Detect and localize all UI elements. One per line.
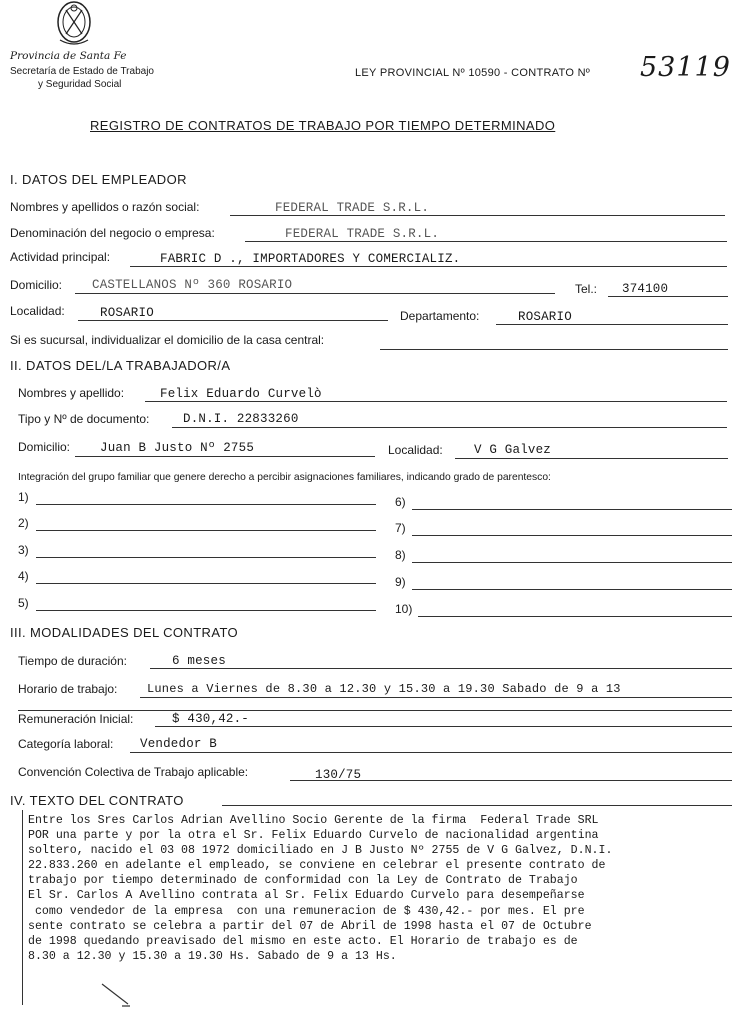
category-line (130, 752, 732, 753)
family-group-label: Integración del grupo familiar que genere derecho a percibir asignaciones familiares, indicando grado de parentesco: (18, 472, 551, 483)
employer-city-value: ROSARIO (100, 306, 154, 320)
department-line (496, 324, 728, 325)
agreement-value: 130/75 (315, 768, 362, 782)
text-section-heading: IV. TEXTO DEL CONTRATO (10, 793, 184, 808)
family-number: 5) (18, 596, 29, 610)
scribble-mark-icon (100, 980, 140, 1010)
contract-section-heading: III. MODALIDADES DEL CONTRATO (10, 625, 239, 640)
schedule-value: Lunes a Viernes de 8.30 a 12.30 y 15.30 a 19.30 Sabado de 9 a 13 (147, 682, 621, 696)
family-number: 3) (18, 543, 29, 557)
family-number: 1) (18, 490, 29, 504)
document-value: D.N.I. 22833260 (183, 412, 299, 426)
family-line (412, 589, 732, 590)
schedule-label: Horario de trabajo: (18, 682, 118, 696)
department-value: ROSARIO (518, 310, 572, 324)
family-line (412, 509, 732, 510)
family-number: 2) (18, 516, 29, 530)
family-number: 6) (395, 495, 406, 509)
family-line (36, 557, 376, 558)
family-number: 8) (395, 548, 406, 562)
worker-section-heading: II. DATOS DEL/LA TRABAJADOR/A (10, 358, 231, 373)
contract-text-line: soltero, nacido el 03 08 1972 domiciliado en J B Justo Nº 2755 de V G Galvez, D.N.I. (28, 844, 613, 858)
worker-city-label: Localidad: (388, 443, 443, 457)
province-name: Provincia de Santa Fe (10, 50, 127, 62)
family-line (412, 535, 732, 536)
document-label: Tipo y Nº de documento: (18, 412, 150, 426)
family-line (418, 616, 732, 617)
agreement-label: Convención Colectiva de Trabajo aplicable: (18, 765, 249, 779)
phone-value: 374100 (622, 282, 669, 296)
branch-address-label: Si es sucursal, individualizar el domicilio de la casa central: (10, 333, 325, 347)
contract-text-line: 8.30 a 12.30 y 15.30 a 19.30 Hs. Sabado de 9 a 13 Hs. (28, 949, 397, 963)
worker-city-line (455, 458, 728, 459)
family-number: 4) (18, 569, 29, 583)
contract-text-line: Entre los Sres Carlos Adrian Avellino Socio Gerente de la firma Federal Trade SRL (28, 814, 599, 827)
family-number: 10) (395, 602, 413, 616)
employer-city-label: Localidad: (10, 304, 65, 318)
employer-section-heading: I. DATOS DEL EMPLEADOR (10, 172, 187, 187)
contract-text-line: sente contrato se celebra a partir del 07 de Abril de 1998 hasta el 07 de Octubre (28, 919, 592, 933)
salary-value: $ 430,42.- (172, 712, 250, 726)
family-line (412, 562, 732, 563)
employer-address-line (75, 293, 555, 294)
page-title: REGISTRO DE CONTRATOS DE TRABAJO POR TIEMPO DETERMINADO (90, 118, 556, 133)
province-seal-icon (50, 0, 98, 50)
department-label: Departamento: (400, 309, 480, 323)
secretariat-name: Secretaría de Estado de Trabajo (10, 66, 154, 77)
family-line (36, 504, 376, 505)
worker-address-value: Juan B Justo Nº 2755 (100, 441, 255, 455)
contract-number: 53119 (640, 52, 731, 83)
contract-text-line: El Sr. Carlos A Avellino contrata al Sr. Felix Eduardo Curvelo para desempeñarse (28, 889, 585, 903)
contract-text-line: trabajo por tiempo determinado de conformidad con la Ley de Contrato de Trabajo (28, 874, 578, 888)
employer-name-value: FEDERAL TRADE S.R.L. (275, 201, 430, 215)
worker-name-label: Nombres y apellido: (18, 386, 125, 400)
phone-line (608, 296, 728, 297)
worker-address-line (75, 456, 375, 457)
salary-label: Remuneración Inicial: (18, 712, 134, 726)
family-number: 9) (395, 575, 406, 589)
business-name-value: FEDERAL TRADE S.R.L. (285, 227, 440, 241)
schedule-line-2 (18, 710, 732, 711)
contract-text-line: como vendedor de la empresa con una remuneracion de $ 430,42.- por mes. El pre (28, 904, 585, 918)
contract-text-line: POR una parte y por la otra el Sr. Felix Eduardo Curvelo de nacionalidad argentina (28, 829, 599, 843)
category-value: Vendedor B (140, 737, 218, 751)
family-line (36, 583, 376, 584)
contract-text (28, 813, 743, 964)
salary-line (155, 726, 732, 727)
business-name-line (245, 241, 727, 242)
employer-name-line (230, 215, 725, 216)
law-reference: LEY PROVINCIAL Nº 10590 - CONTRATO Nº (355, 67, 591, 79)
activity-value: FABRIC D ., IMPORTADORES Y COMERCIALIZ. (160, 252, 461, 266)
category-label: Categoría laboral: (18, 737, 114, 751)
employer-address-value: CASTELLANOS Nº 360 ROSARIO (92, 278, 293, 292)
activity-line (130, 266, 727, 267)
employer-city-line (78, 320, 388, 321)
duration-line (150, 668, 732, 669)
family-line (36, 610, 376, 611)
schedule-line (140, 697, 732, 698)
branch-address-line (380, 349, 728, 350)
employer-name-label: Nombres y apellidos o razón social: (10, 200, 200, 214)
worker-city-value: V G Galvez (474, 443, 552, 457)
contract-text-line: 22.833.260 en adelante el empleado, se conviene en celebrar el presente contrato de (28, 859, 606, 873)
employer-address-label: Domicilio: (10, 278, 63, 292)
phone-label: Tel.: (575, 282, 598, 296)
document-line (172, 427, 727, 428)
duration-value: 6 meses (172, 654, 226, 668)
activity-label: Actividad principal: (10, 250, 111, 264)
worker-name-line (145, 401, 727, 402)
contract-text-line: de 1998 quedando preavisado del mismo en este acto. El Horario de trabajo es de (28, 934, 578, 948)
family-number: 7) (395, 521, 406, 535)
duration-label: Tiempo de duración: (18, 654, 127, 668)
social-security-name: y Seguridad Social (38, 79, 122, 90)
text-section-line (222, 805, 732, 806)
family-line (36, 530, 376, 531)
worker-name-value: Felix Eduardo Curvelò (160, 387, 322, 401)
business-name-label: Denominación del negocio o empresa: (10, 226, 215, 240)
worker-address-label: Domicilio: (18, 440, 71, 454)
